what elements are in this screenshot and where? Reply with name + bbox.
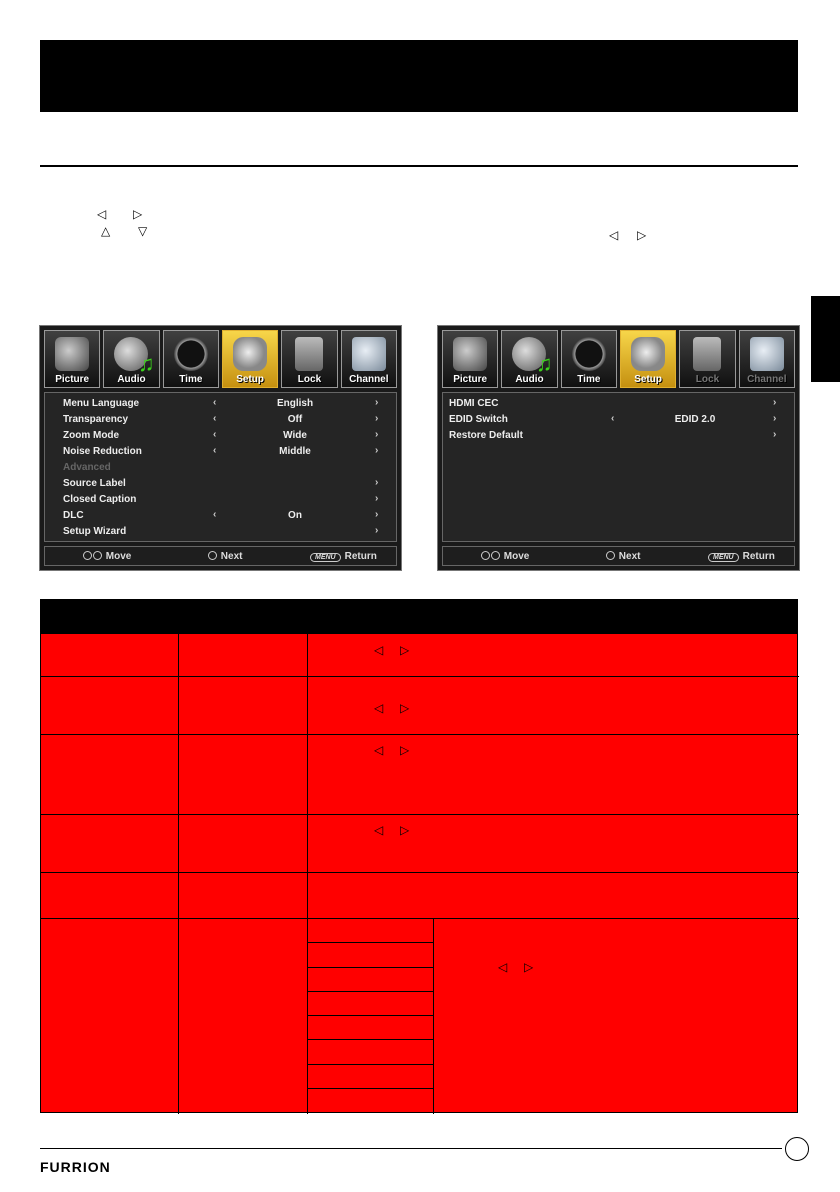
chapter-side-tab: [811, 296, 840, 382]
left-arrow-icon: ◁: [609, 228, 619, 242]
table-column-divider: [307, 634, 308, 1114]
left-arrow-icon: ◁: [374, 701, 384, 715]
satellite-dish-icon: [352, 337, 386, 371]
menu-item-source-label[interactable]: Source Label ›: [63, 477, 379, 489]
header-divider: [40, 165, 798, 167]
tab-audio[interactable]: ♫ Audio: [103, 330, 159, 388]
setup-menu-screenshot: [39, 325, 402, 571]
down-button-icon: [93, 551, 102, 560]
tab-setup[interactable]: Setup: [620, 330, 676, 388]
table-row-divider: [41, 872, 799, 873]
table-subrow-divider: [307, 967, 433, 968]
right-arrow-icon: ▷: [400, 823, 410, 837]
right-arrow-icon: ▷: [400, 643, 410, 657]
tab-time[interactable]: Time: [561, 330, 617, 388]
clock-icon: [174, 337, 208, 371]
menu-button-icon: MENU: [708, 553, 739, 562]
table-row-divider: [41, 734, 799, 735]
table-column-divider: [433, 918, 434, 1114]
tab-time[interactable]: Time: [163, 330, 219, 388]
right-arrow-icon: ▷: [133, 207, 143, 221]
menu-item-advanced: Advanced: [63, 462, 111, 473]
up-button-icon: [481, 551, 490, 560]
left-arrow-icon: ◁: [374, 823, 384, 837]
table-subrow-divider: [307, 1015, 433, 1016]
brand-logo: FURRION: [40, 1159, 111, 1175]
setup-menu-page2-screenshot: [437, 325, 800, 571]
tab-audio[interactable]: ♫ Audio: [501, 330, 557, 388]
menu-item-edid-switch[interactable]: EDID Switch ‹ EDID 2.0 ›: [449, 413, 777, 425]
tab-picture[interactable]: Picture: [442, 330, 498, 388]
table-subrow-divider: [307, 942, 433, 943]
tab-lock[interactable]: Lock: [281, 330, 337, 388]
menu-tab-bar: [44, 330, 397, 390]
right-arrow-icon: ▷: [400, 701, 410, 715]
menu-item-list: [44, 392, 397, 542]
camcorder-icon: [453, 337, 487, 371]
menu-item-closed-caption[interactable]: Closed Caption ›: [63, 493, 379, 505]
table-column-divider: [178, 634, 179, 1114]
satellite-dish-icon: [750, 337, 784, 371]
next-button-icon: [606, 551, 615, 560]
page-number-badge: [785, 1137, 809, 1161]
table-subrow-divider: [307, 991, 433, 992]
left-arrow-icon: ◁: [374, 743, 384, 757]
left-arrow-icon: ◁: [97, 207, 107, 221]
menu-item-transparency[interactable]: Transparency ‹ Off ›: [63, 413, 379, 425]
down-button-icon: [491, 551, 500, 560]
tab-picture[interactable]: Picture: [44, 330, 100, 388]
menu-item-noise-reduction[interactable]: Noise Reduction ‹ Middle ›: [63, 445, 379, 457]
menu-item-list: [442, 392, 795, 542]
tab-setup[interactable]: Setup: [222, 330, 278, 388]
padlock-icon: [295, 337, 323, 371]
clock-icon: [572, 337, 606, 371]
footer-divider: [40, 1148, 782, 1149]
left-arrow-icon: ◁: [498, 960, 508, 974]
speaker-icon: [114, 337, 148, 371]
table-row-divider: [41, 676, 799, 677]
tab-lock[interactable]: Lock: [679, 330, 735, 388]
table-subrow-divider: [307, 1088, 433, 1089]
table-subrow-divider: [307, 1039, 433, 1040]
menu-item-menu-language[interactable]: Menu Language ‹ English ›: [63, 397, 379, 409]
tab-channel[interactable]: Channel: [341, 330, 397, 388]
table-row-divider: [41, 814, 799, 815]
menu-button-icon: MENU: [310, 553, 341, 562]
menu-item-zoom-mode[interactable]: Zoom Mode ‹ Wide ›: [63, 429, 379, 441]
table-row-divider: [41, 918, 799, 919]
settings-table: [40, 633, 798, 1113]
section-header-bar: [40, 40, 798, 112]
right-arrow-icon: ▷: [400, 743, 410, 757]
menu-tab-bar: [442, 330, 795, 390]
menu-footer: Move Next MENU Return: [44, 546, 397, 566]
up-arrow-icon: △: [101, 224, 111, 238]
right-arrow-icon: ▷: [637, 228, 647, 242]
menu-item-setup-wizard[interactable]: Setup Wizard ›: [63, 525, 379, 537]
settings-table-header: [40, 599, 798, 633]
next-button-icon: [208, 551, 217, 560]
menu-item-restore-default[interactable]: Restore Default ›: [449, 429, 777, 441]
menu-item-dlc[interactable]: DLC ‹ On ›: [63, 509, 379, 521]
menu-item-hdmi-cec[interactable]: HDMI CEC ›: [449, 397, 777, 409]
down-arrow-icon: ▽: [138, 224, 148, 238]
table-subrow-divider: [307, 1064, 433, 1065]
wrench-gear-icon: [631, 337, 665, 371]
padlock-icon: [693, 337, 721, 371]
up-button-icon: [83, 551, 92, 560]
right-arrow-icon: ▷: [524, 960, 534, 974]
wrench-gear-icon: [233, 337, 267, 371]
camcorder-icon: [55, 337, 89, 371]
left-arrow-icon: ◁: [374, 643, 384, 657]
speaker-icon: [512, 337, 546, 371]
tab-channel[interactable]: Channel: [739, 330, 795, 388]
menu-footer: Move Next MENU Return: [442, 546, 795, 566]
